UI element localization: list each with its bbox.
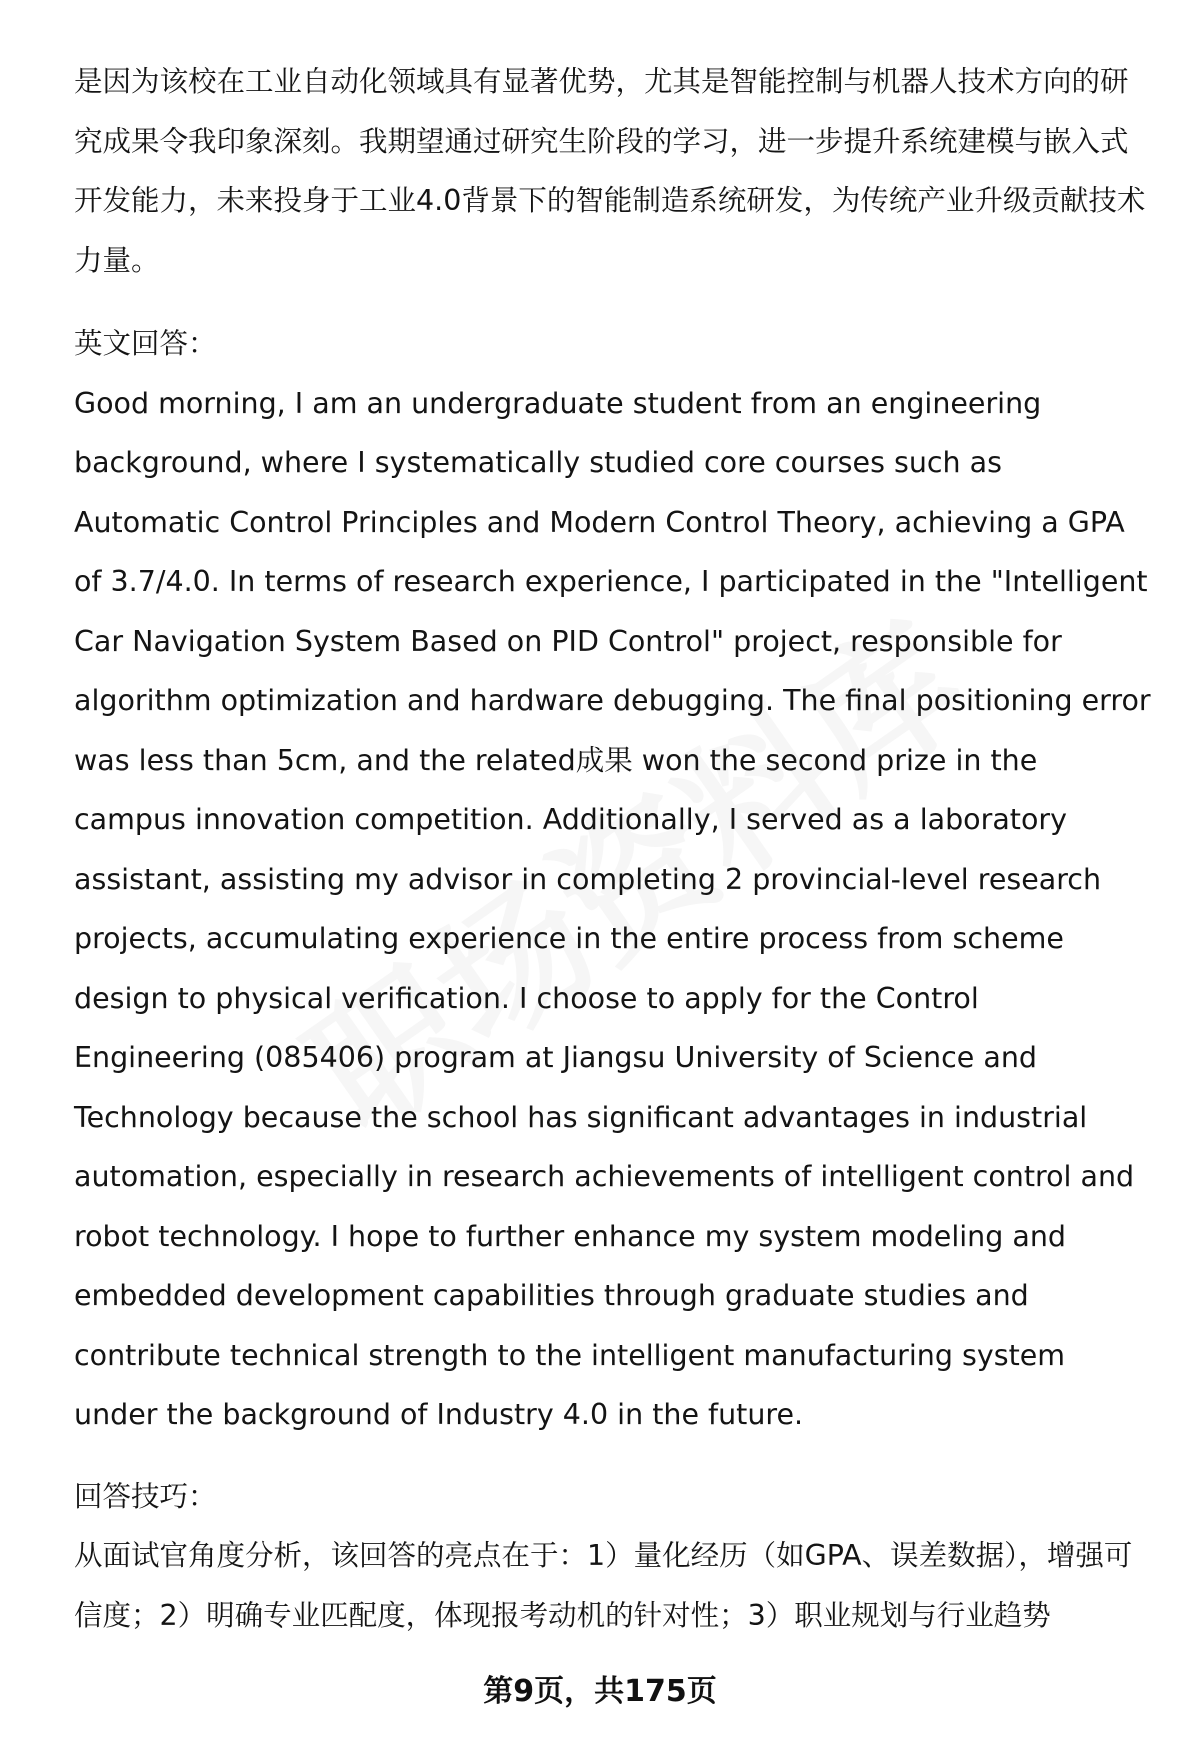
answer-tips-heading: 回答技巧： xyxy=(74,1479,217,1513)
english-answer-paragraph: Good morning, I am an undergraduate student from an engineering background, where I systematically studied core courses such as Automatic Control Principles and Modern Control Theory, achieving a GPA of 3.7/4.0. In terms of research experience, I participated in the "Intelligent Car Navigation System Based on PID Control" project, responsible for algorithm optimization and hardware debugging. The final positioning error was less than 5cm, and the related成果 won the second prize in the campus innovation competition. Additionally, I served as a laboratory assistant, assisting my advisor in completing 2 provincial-level research projects, accumulating experience in the entire process from scheme design to physical verification. I choose to apply for the Control Engineering (085406) program at Jiangsu University of Science and Technology because the school has significant advantages in industrial automation, especially in research achievements of intelligent control and robot technology. I hope to further enhance my system modeling and embedded development capabilities through graduate studies and contribute technical strength to the intelligent manufacturing system under the background of Industry 4.0 in the future. xyxy=(74,386,1151,1431)
page-content xyxy=(74,52,1154,1645)
chinese-answer-paragraph: 是因为该校在工业自动化领域具有显著优势，尤其是智能控制与机器人技术方向的研究成果令我印象深刻。我期望通过研究生阶段的学习，进一步提升系统建模与嵌入式开发能力，未来投身于工业4.0背景下的智能制造系统研发，为传统产业升级贡献技术力量。 xyxy=(74,65,1146,277)
answer-tips-paragraph: 从面试官角度分析，该回答的亮点在于：1）量化经历（如GPA、误差数据），增强可信度；2）明确专业匹配度，体现报考动机的针对性；3）职业规划与行业趋势 xyxy=(74,1539,1133,1632)
page-number: 第9页，共175页 xyxy=(483,1674,717,1709)
english-answer-heading: 英文回答： xyxy=(74,327,217,360)
